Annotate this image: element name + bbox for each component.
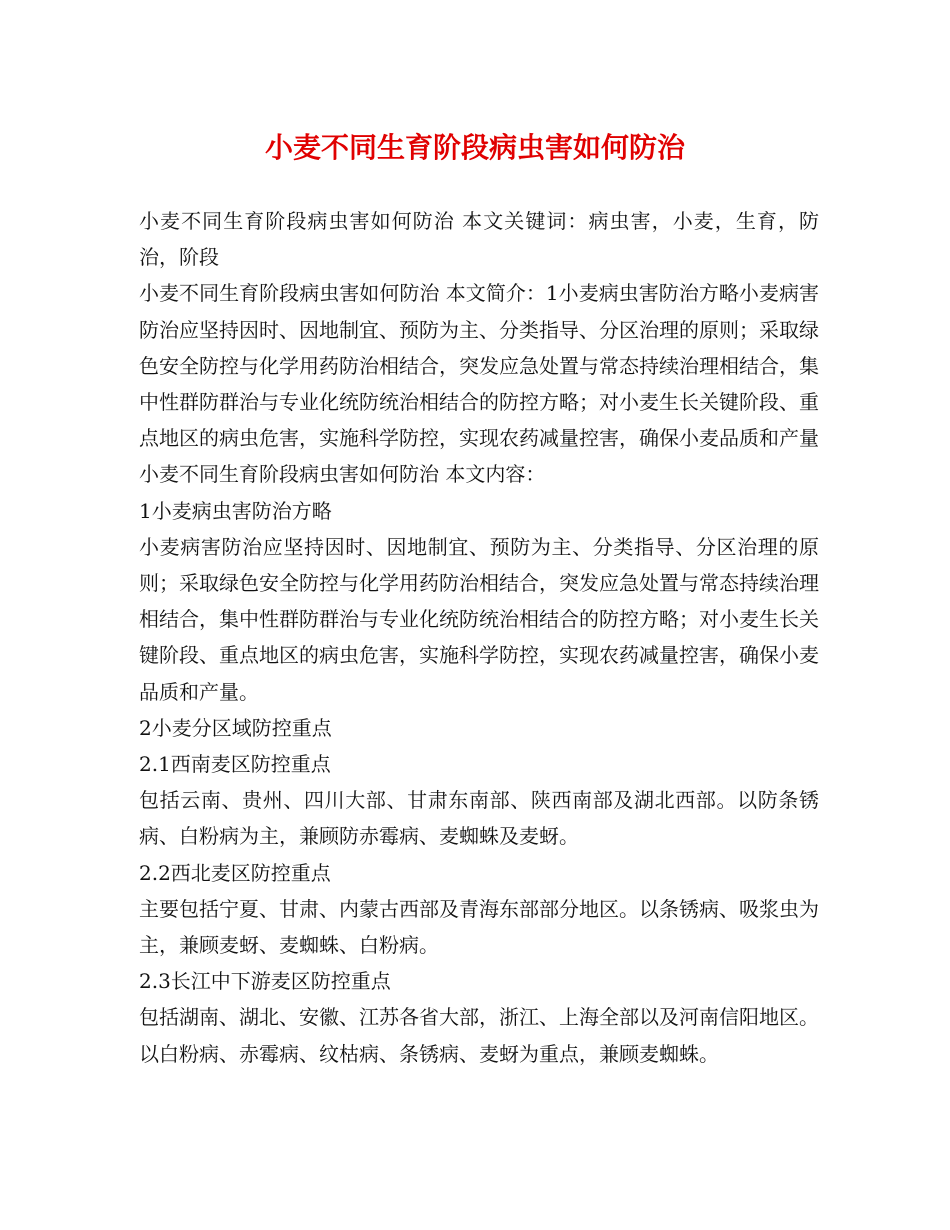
subsection-heading-2-1: 2.1西南麦区防控重点 (139, 752, 331, 777)
keywords-paragraph: 小麦不同生育阶段病虫害如何防治 本文关键词：病虫害，小麦，生育，防治，阶段 (139, 209, 819, 270)
section-heading-1: 1小麦病虫害防治方略 (139, 498, 332, 523)
subsection-heading-2-3: 2.3长江中下游麦区防控重点 (139, 969, 391, 994)
document-title: 小麦不同生育阶段病虫害如何防治 (264, 131, 685, 164)
document-body (139, 203, 819, 1072)
subsection-2-1-paragraph: 包括云南、贵州、四川大部、甘肃东南部、陕西南部及湖北西部。以防条锈病、白粉病为主，兼顾防赤霉病、麦蜘蛛及麦蚜。 (139, 788, 819, 849)
summary-paragraph: 小麦不同生育阶段病虫害如何防治 本文简介：1小麦病虫害防治方略小麦病害防治应坚持因时、因地制宜、预防为主、分类指导、分区治理的原则；采取绿色安全防控与化学用药防治相结合，突发应急处置与常态持续治理相结合，集中性群防群治与专业化统防统治相结合的防控方略；对小麦生长关键阶段、重点地区的病虫危害，实施科学防控，实现农药减量控害，确保小麦品质和产量 (139, 281, 819, 451)
content-intro: 小麦不同生育阶段病虫害如何防治 本文内容： (139, 462, 546, 487)
subsection-2-2-paragraph: 主要包括宁夏、甘肃、内蒙古西部及青海东部部分地区。以条锈病、吸浆虫为主，兼顾麦蚜、麦蜘蛛、白粉病。 (139, 896, 819, 958)
section-heading-2: 2小麦分区域防控重点 (139, 715, 332, 740)
subsection-2-3-paragraph: 包括湖南、湖北、安徽、江苏各省大部，浙江、上海全部以及河南信阳地区。以白粉病、赤霉病、纹枯病、条锈病、麦蚜为重点，兼顾麦蜘蛛。 (139, 1005, 819, 1066)
section-1-paragraph: 小麦病害防治应坚持因时、因地制宜、预防为主、分类指导、分区治理的原则；采取绿色安全防控与化学用药防治相结合，突发应急处置与常态持续治理相结合，集中性群防群治与专业化统防统治相结合的防控方略；对小麦生长关键阶段、重点地区的病虫危害，实施科学防控，实现农药减量控害，确保小麦品质和产量。 (139, 534, 819, 704)
subsection-heading-2-2: 2.2西北麦区防控重点 (139, 860, 331, 885)
